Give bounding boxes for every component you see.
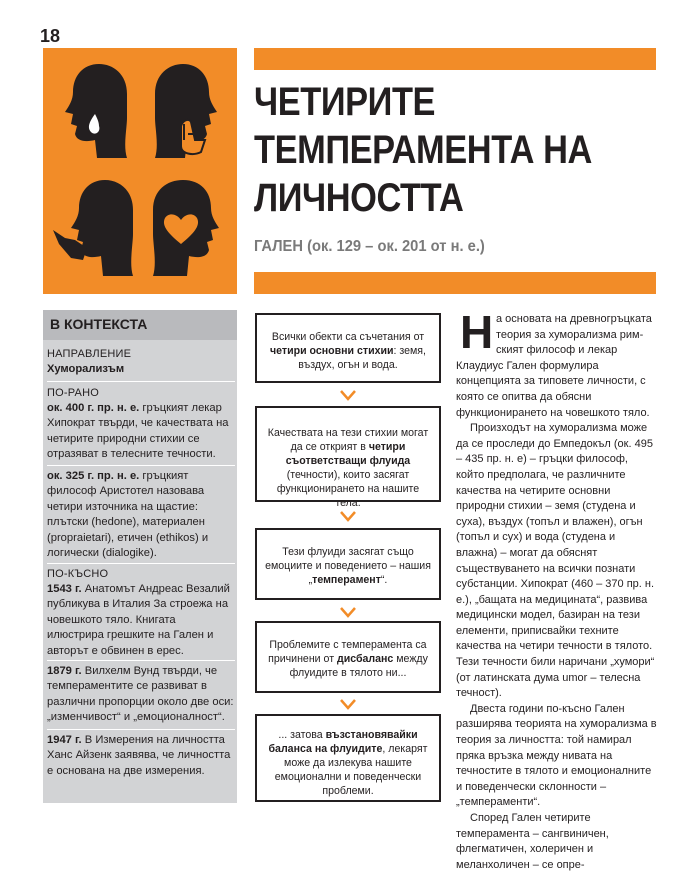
paragraph-line: а основата на древногръцката: [496, 313, 652, 325]
context-entry: 1947 г. В Измерения на личността Ханс Айзенк заявява, че личността е основана на две измерения.: [47, 734, 231, 777]
divider: [47, 729, 235, 730]
later-label: ПО-КЪСНО: [47, 568, 109, 580]
flow-step: Качествата на тези стихии могат да се открият в четири съответстващи флуида (течности), които засягат функционирането на нашите тела.: [255, 406, 441, 502]
paragraph: Двеста години по-късно Гален разширява теорията на хуморализма в теория за личността: той намирал пряка връзка между нивата на течностите в тялото и емоционалните и поведенчески склонности – „темпераменти“.: [456, 702, 657, 809]
flow-step: Тези флуиди засягат също емоциите и поведението – нашия „темперамент“.: [255, 528, 441, 600]
drop-cap: Н: [460, 306, 494, 358]
paragraph-line: теория за хуморализма рим-: [496, 328, 644, 341]
direction-label: НАПРАВЛЕНИЕ: [47, 348, 132, 360]
page-title: [254, 78, 615, 222]
context-entry: 1543 г. Анатомът Андреас Везалий публикува в Италия За строежа на човешкото тяло. Книгата илюстрира грешките на Гален и авторът е обвинен в ерес.: [47, 583, 230, 657]
context-heading: В КОНТЕКСТА: [50, 316, 148, 332]
top-accent-bar: [254, 48, 656, 70]
down-arrow-icon: [338, 696, 358, 712]
divider: [47, 660, 235, 661]
earlier-label: ПО-РАНО: [47, 387, 99, 399]
page-subtitle: ГАЛЕН (ок. 129 – ок. 201 от н. е.): [254, 238, 485, 255]
title-line: ТЕМПЕРАМЕНТА НА: [254, 128, 592, 172]
pointing-head-icon: [53, 180, 133, 276]
flow-step: Всички обекти са съчетания от четири основни стихии: земя, въздух, огън и вода.: [255, 313, 441, 383]
paragraph: Според Гален четирите темперамента – сангвиничен, флегматичен, холеричен и меланхоличен – се опре-: [456, 812, 609, 871]
down-arrow-icon: [338, 604, 358, 620]
flow-step: Проблемите с темперамента са причинени от дисбаланс между флуидите в тялото ни...: [255, 621, 441, 693]
page-number: 18: [40, 26, 61, 46]
paragraph: Произходът на хуморализма може да се проследи до Емпедокъл (ок. 495 – 435 пр. н. е) – гръцки философ, който предполага, че различните качества на четирите основни природни стихии – земя (студена и суха), въздух (топъл и влажен), огън (топъл и сух) и вода (студена и влажна) – могат да обяснят съществуването на всички познати субстанции. Хипократ (460 – 370 пр. н. е.), „бащата на медицината“, развива медицински модел, базиран на тези елементи, приписвайки техните качества на четири течности в тялото. Тези течности били наричани „хумори“ (от латинската дума umor – телесна течност).: [456, 422, 655, 700]
context-entry: ок. 325 г. пр. н. е. гръцкият философ Аристотел назовава четири източника на щастие: плътски (hedone), материален (propraietari), етичен (ethikos) и логически (dialogike).: [47, 470, 209, 560]
context-entry: ок. 400 г. пр. н. е. гръцкият лекар Хипократ твърди, че качествата на четирите природни стихии се отразяват в телесните течности.: [47, 402, 229, 461]
illustration-panel: [43, 48, 237, 294]
divider: [47, 563, 235, 564]
heart-head-icon: [153, 180, 219, 276]
middle-accent-bar: [254, 272, 656, 294]
title-line: ЧЕТИРИТЕ: [254, 80, 436, 124]
context-entry: 1879 г. Вилхелм Вунд твърди, че темпераментите се развиват в различни пропорции около две оси: „изменчивост“ и „емоционалност“.: [47, 665, 234, 724]
title-line: ЛИЧНОСТТА: [254, 176, 464, 220]
direction-value: Хуморализъм: [47, 363, 125, 375]
heads-illustration: [43, 48, 237, 294]
body-text: [456, 312, 658, 873]
down-arrow-icon: [338, 387, 358, 403]
flow-step: ... затова възстановявайки баланса на флуидите, лекарят може да излекува нашите емоционални и поведенчески проблеми.: [255, 714, 441, 802]
divider: [47, 465, 235, 466]
paragraph-line: ският философ и лекар: [496, 344, 618, 357]
divider: [47, 381, 235, 382]
thinking-head-icon: [155, 64, 217, 158]
paragraph: Клаудиус Гален формулира концепцията за типовете личности, с която се опитва да обясни функционирането на човешкото тяло.: [456, 359, 650, 419]
sad-head-icon: [65, 64, 127, 158]
down-arrow-icon: [338, 508, 358, 524]
